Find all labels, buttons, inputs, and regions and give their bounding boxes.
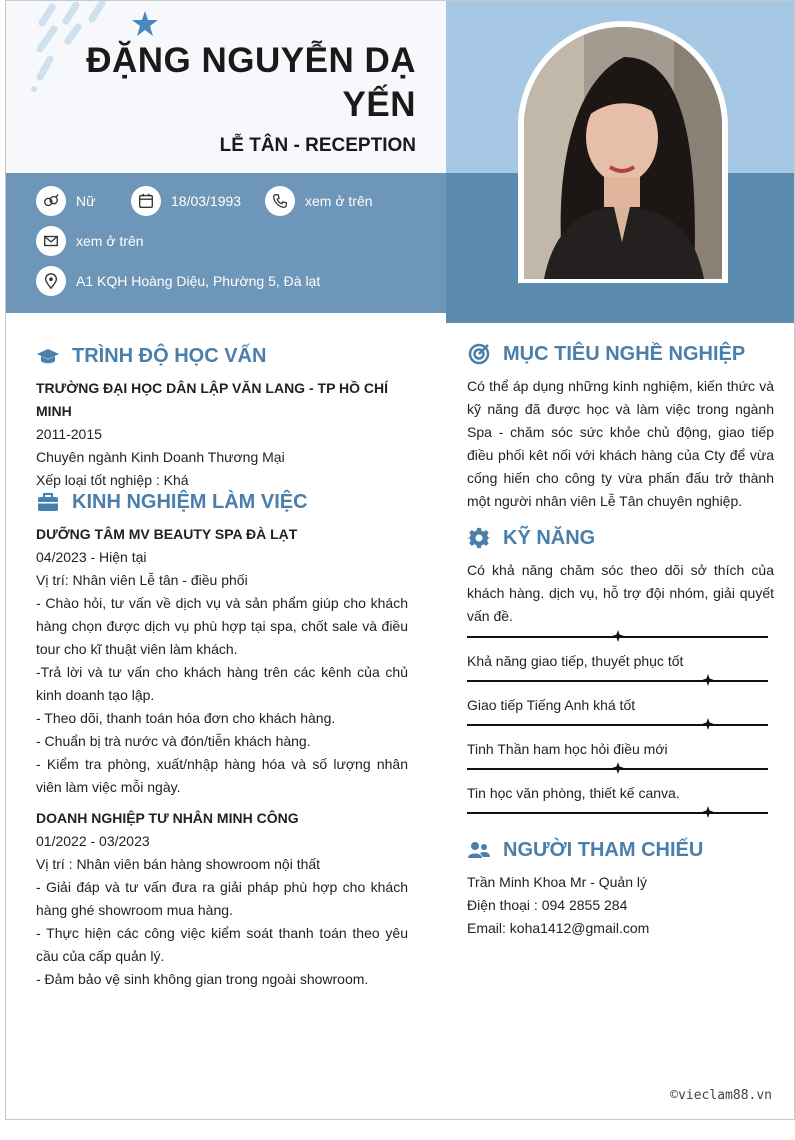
cv-page: [5, 0, 795, 1120]
skill-bar: [467, 680, 768, 682]
birthday-value: 18/03/1993: [171, 193, 242, 209]
education-grade: Xếp loại tốt nghiệp : Khá: [36, 472, 189, 488]
gender-value: Nữ: [76, 193, 96, 209]
skill-1-label-block: [467, 559, 774, 628]
education-title: TRÌNH ĐỘ HỌC VẤN: [72, 344, 267, 367]
mail-icon: [36, 226, 66, 256]
objective-title: MỤC TIÊU NGHỀ NGHIỆP: [503, 342, 746, 365]
skill-label: Khả năng giao tiếp, thuyết phục tốt: [467, 653, 684, 669]
job-period: 01/2022 - 03/2023: [36, 833, 150, 849]
education-heading: [36, 344, 266, 368]
references-heading: [467, 838, 703, 862]
job-position: Vị trí: Nhân viên Lễ tân - điều phối: [36, 572, 248, 588]
skill-4: [467, 738, 768, 770]
reference-phone: Điện thoại : 094 2855 284: [467, 897, 628, 913]
phone-value: xem ở trên: [305, 193, 373, 209]
objective-text: Có thể áp dụng những kinh nghiệm, kiến thức và kỹ năng đã được học và làm việc trong ngành Spa - chăm sóc sức khỏe chủ động, giao tiếp điều phối kêt nối với khách hàng của Cty để vừa cống hiến cho công ty vừa phấn đấu trở thành một người nhân viên Lễ Tân chuyên nghiệp.: [467, 378, 774, 509]
calendar-icon: [131, 186, 161, 216]
school-name: TRƯỜNG ĐẠI HỌC DÂN LẬP VĂN LANG - TP HỒ CHÍ MINH: [36, 380, 389, 419]
gender-info: [36, 186, 95, 216]
briefcase-icon: [36, 490, 60, 514]
target-icon: [467, 342, 491, 366]
skill-label: Giao tiếp Tiếng Anh khá tốt: [467, 697, 636, 713]
skill-bar: [467, 724, 768, 726]
job-duty: - Giải đáp và tư vấn đưa ra giải pháp phù hợp cho khách hàng ghé showroom mua hàng.: [36, 879, 408, 918]
education-period: 2011-2015: [36, 426, 102, 442]
skill-3: [467, 694, 768, 726]
address-info: [36, 266, 320, 296]
objective-heading: [467, 342, 745, 366]
skill-bar: [467, 812, 768, 814]
job-period: 04/2023 - Hiện tại: [36, 549, 147, 565]
birthday-info: [131, 186, 241, 216]
skill-2: [467, 650, 768, 682]
skill-label: Tinh Thần ham học hỏi điều mới: [467, 741, 668, 757]
job-duty: - Đảm bảo vệ sinh không gian trong ngoài showroom.: [36, 971, 369, 987]
skill-label: Tin học văn phòng, thiết kế canva.: [467, 785, 680, 801]
job-duty: - Theo dõi, thanh toán hóa đơn cho khách hàng.: [36, 710, 336, 726]
diamond-icon: [702, 718, 714, 730]
job-1: [36, 523, 408, 799]
diamond-icon: [702, 674, 714, 686]
skill-label: Có khả năng chăm sóc theo dõi sở thích của khách hàng. dịch vụ, hỗ trợ đội nhóm, giải quyết vấn đề.: [467, 562, 774, 624]
gear-icon: [467, 526, 491, 550]
job-company: DOANH NGHIỆP TƯ NHÂN MINH CÔNG: [36, 810, 299, 826]
job-duty: - Chào hỏi, tư vấn về dịch vụ và sản phẩm giúp cho khách hàng chọn được dịch vụ phù hợp tại spa, chốt sale và điều tour cho kĩ thuật viên làm khách.: [36, 595, 408, 657]
skill-bar: [467, 636, 768, 638]
diamond-icon: [612, 630, 624, 642]
reference-name: Trần Minh Khoa Mr - Quản lý: [467, 874, 647, 890]
candidate-name: ĐẶNG NGUYỄN DẠ YẾN: [86, 41, 416, 124]
profile-photo: [524, 27, 722, 279]
star-decoration-icon: [130, 9, 160, 39]
job-position: Vị trí : Nhân viên bán hàng showroom nội thất: [36, 856, 321, 872]
email-value: xem ở trên: [76, 233, 144, 249]
skill-1: [467, 628, 768, 638]
email-info: [36, 226, 144, 256]
diamond-icon: [702, 806, 714, 818]
skills-heading: [467, 526, 595, 550]
phone-icon: [265, 186, 295, 216]
job-2: [36, 807, 408, 991]
address-value: A1 KQH Hoàng Diệu, Phường 5, Đà lạt: [76, 273, 321, 289]
job-duty: -Trả lời và tư vấn cho khách hàng trên các kênh của chủ kinh doanh tạo lập.: [36, 664, 408, 703]
reference-email: Email: koha1412@gmail.com: [467, 920, 650, 936]
education-block: [36, 377, 408, 492]
graduation-cap-icon: [36, 344, 60, 368]
users-icon: [467, 838, 491, 862]
location-icon: [36, 266, 66, 296]
experience-title: KINH NGHIỆM LÀM VIỆC: [72, 490, 308, 513]
skill-bar: [467, 768, 768, 770]
watermark: ©vieclam88.vn: [670, 1088, 772, 1103]
job-duty: - Chuẩn bị trà nước và đón/tiễn khách hàng.: [36, 733, 311, 749]
experience-heading: [36, 490, 308, 514]
gender-icon: [36, 186, 66, 216]
job-company: DƯỠNG TÂM MV BEAUTY SPA ĐÀ LẠT: [36, 526, 298, 542]
job-title: LỄ TÂN - RECEPTION: [219, 135, 416, 156]
diamond-icon: [612, 762, 624, 774]
references-title: NGƯỜI THAM CHIẾU: [503, 838, 704, 861]
job-duty: - Thực hiện các công việc kiểm soát thanh toán theo yêu cầu của cấp quản lý.: [36, 925, 408, 964]
references-block: [467, 871, 774, 940]
education-major: Chuyên ngành Kinh Doanh Thương Mại: [36, 449, 285, 465]
objective-block: [467, 375, 774, 513]
skills-title: KỸ NĂNG: [503, 526, 596, 549]
phone-info: [265, 186, 373, 216]
job-duty: - Kiểm tra phòng, xuất/nhập hàng hóa và số lượng nhân viên làm việc mỗi ngày.: [36, 756, 408, 795]
skill-5: [467, 782, 768, 814]
